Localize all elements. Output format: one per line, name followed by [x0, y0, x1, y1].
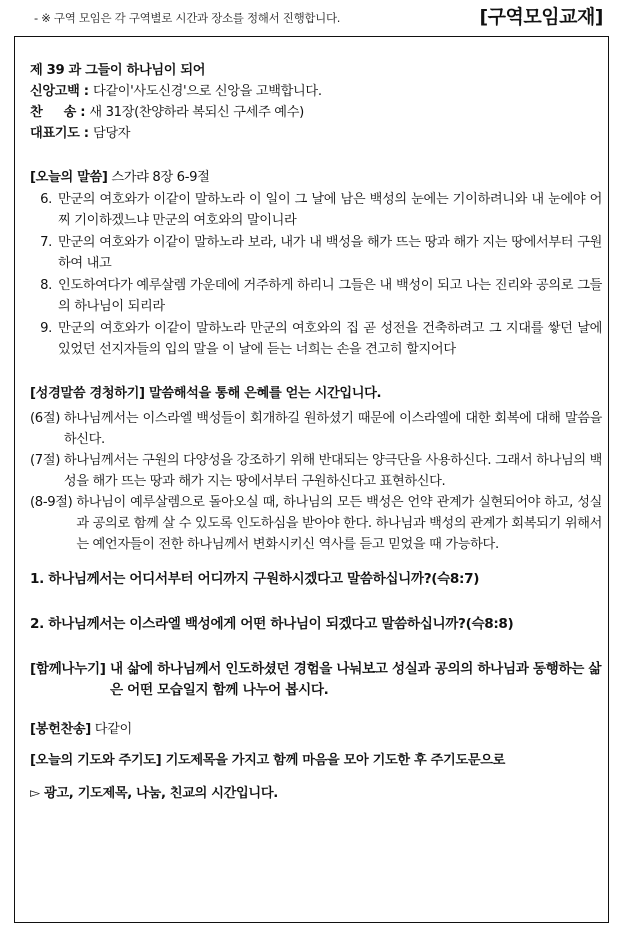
prayer-label: 대표기도 :: [30, 126, 93, 141]
creed-label: 신앙고백 :: [30, 84, 93, 99]
verse-item: [30, 318, 602, 360]
commentary-text: 하나님께서는 이스라엘 백성들이 회개하길 원하셨기 때문에 이스라엘에 대한 회복에 대해 말씀을 하신다.: [63, 411, 602, 447]
creed-row: [30, 81, 602, 102]
verse-text: 만군의 여호와가 이같이 말하노라 보라, 내가 내 백성을 해가 뜨는 땅과 해가 지는 땅에서부터 구원하여 내고: [58, 235, 602, 271]
verse-number: 6.: [40, 192, 52, 207]
commentary-verse-tag: (7절): [30, 453, 64, 468]
hymn-value: 새 31장(찬양하라 복되신 구세주 예수): [89, 105, 304, 120]
verse-number: 7.: [40, 235, 52, 250]
commentary-item: [30, 450, 602, 492]
offering-value: 다같이: [90, 722, 132, 737]
verse-text: 만군의 여호와가 이같이 말하노라 이 일이 그 날에 남은 백성의 눈에는 기이하려니와 내 눈에야 어찌 기이하겠느냐 만군의 여호와의 말이니라: [58, 192, 602, 228]
question-2: 2. 하나님께서는 이스라엘 백성에게 어떤 하나님이 되겠다고 말씀하십니까?(슥8:8): [30, 616, 514, 632]
verse-number: 8.: [40, 278, 52, 293]
verse-number: 9.: [40, 321, 52, 336]
commentary-verse-tag: (8-9절): [30, 495, 77, 510]
announcement-line: ▻ 광고, 기도제목, 나눔, 친교의 시간입니다.: [30, 786, 278, 801]
verse-text: 만군의 여호와가 이같이 말하노라 만군의 여호와의 집 곧 성전을 건축하려고 그 지대를 쌓던 날에 있었던 선지자들의 입의 말을 이 날에 듣는 너희는 손을 견고히 할지어다: [58, 321, 602, 357]
sharing-text: 내 삶에 하나님께서 인도하셨던 경험을 나눠보고 성실과 공의의 하나님과 동행하는 삶은 어떤 모습일지 함께 나누어 봅시다.: [110, 661, 602, 698]
creed-value: 다같이'사도신경'으로 신앙을 고백합니다.: [92, 84, 322, 99]
closing-prayer-label: [오늘의 기도와 주기도]: [30, 753, 162, 768]
sharing-label: [함께나누기]: [30, 661, 111, 677]
prayer-row: [30, 123, 602, 144]
prayer-value: 담당자: [92, 126, 131, 141]
verse-item: [30, 275, 602, 317]
offering-line: [30, 719, 602, 740]
verse-item: [30, 232, 602, 274]
commentary-item: [30, 408, 602, 450]
hymn-row: [30, 102, 602, 123]
todays-word-label: [오늘의 말씀]: [30, 170, 108, 185]
todays-word-reference: 스가랴 8장 6-9절: [107, 170, 210, 185]
todays-word-heading: [30, 167, 602, 188]
closing-prayer-value: 기도제목을 가지고 함께 마음을 모아 기도한 후 주기도문으로: [161, 753, 505, 768]
header-note: - ※ 구역 모임은 각 구역별로 시간과 장소를 정해서 진행합니다.: [34, 11, 341, 25]
commentary-verse-tag: (6절): [30, 411, 64, 426]
lesson-content: [30, 52, 602, 804]
commentary-item: [30, 492, 602, 555]
page-header: [0, 0, 625, 34]
listening-heading: [30, 383, 602, 404]
verse-item: [30, 189, 602, 231]
offering-label: [봉헌찬송]: [30, 722, 91, 737]
lesson-title: 제 39 과 그들이 하나님이 되어: [30, 63, 206, 78]
document-badge: [구역모임교재]: [479, 6, 603, 28]
commentary-text: 하나님께서는 구원의 다양성을 강조하기 위해 반대되는 양극단을 사용하신다. 그래서 하나님의 백성을 해가 뜨는 땅과 해가 지는 땅에서부터 구원하신다고 표현하신다.: [63, 453, 602, 489]
commentary-text: 하나님이 예루살렘으로 돌아오실 때, 하나님의 모든 백성은 언약 관계가 실현되어야 하고, 성실과 공의로 함께 살 수 있도록 인도하심을 받아야 한다. 하나님과 백성의 관계가 회복되기 위해서는 예언자들이 전한 하나님께서 변화시키신 역사를 듣고 믿었을 때 가능하다.: [76, 495, 602, 552]
hymn-label: 찬 송 :: [30, 105, 90, 120]
listening-subtitle: 말씀해석을 통해 은혜를 얻는 시간입니다.: [144, 386, 382, 401]
verse-text: 인도하여다가 예루살렘 가운데에 거주하게 하리니 그들은 내 백성이 되고 나는 진리와 공의로 그들의 하나님이 되리라: [58, 278, 602, 314]
listening-label: [성경말씀 경청하기]: [30, 386, 145, 401]
closing-prayer-line: [30, 750, 602, 771]
question-1: 1. 하나님께서는 어디서부터 어디까지 구원하시겠다고 말씀하십니까?(슥8:7): [30, 571, 480, 587]
sharing-section: [30, 659, 602, 701]
